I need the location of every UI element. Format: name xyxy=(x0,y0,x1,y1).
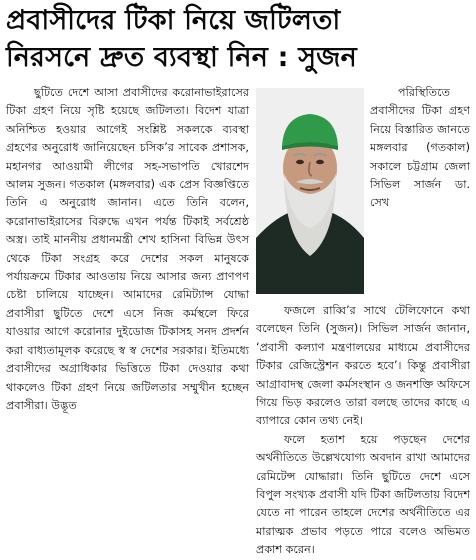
article-paragraph: পরিস্থিতিতে প্রবাসীদের টিকা গ্রহণ নিয়ে বিস্তারিত জানতে মঙ্গলবার (গতকাল) সকালে চট্টগ্রাম জেলা সিভিল সার্জন ডা. সেখ xyxy=(370,86,470,210)
portrait-photo xyxy=(256,88,364,294)
article-column-left xyxy=(6,84,249,415)
portrait-illustration xyxy=(256,88,364,294)
headline-line-2: নিরসনে দ্রুত ব্যবস্থা নিন : সুজন xyxy=(6,42,357,73)
article-paragraph: ফজলে রাব্বি’র সাথে টেলিফোনে কথা বলেছেন তিনি (সুজন)। সিভিল সার্জন জানান, ‘প্রবাসী কল্যাণ মন্ত্রণালয়ের মাধ্যমে প্রবাসীদের টিকার রেজিস্ট্রেশন করতে হবে’। কিন্তু প্রবাসীরা আগ্রাবাদস্থ জেলা কর্মসংস্থান ও জনশক্তি অফিসে গিয়ে ভিড় করলেও তারা বলছে তাদের কাছে এ ব্যাপারে কোন তথ্য নেই। xyxy=(256,304,470,428)
article-column-right xyxy=(370,84,470,213)
article-paragraph: ফলে হতাশ হয়ে পড়ছেন দেশের অর্থনীতিতে উল্লেখযোগ্য অবদান রাখা আমাদের রেমিটেন্স যোদ্ধারা। তিনি ছুটিতে দেশে এসে বিপুল সংখ্যক প্রবাসী যদি টিকা জটিলতায় বিদেশ যেতে না পারেন তাহলে দেশের অর্থনীতিতে এর মারাত্মক প্রভাব পড়তে পারে বলেও অভিমত প্রকাশ করেন। xyxy=(256,432,470,557)
article-column-bottom xyxy=(256,302,470,560)
headline xyxy=(6,2,470,76)
article-paragraph: ছুটিতে দেশে আসা প্রবাসীদের করোনাভাইরাসের টিকা গ্রহণ নিয়ে সৃষ্টি হয়েছে জটিলতা। বিদেশ যাত্রা অনিশ্চিত হওয়ার আগেই সংশ্লিষ্ট সকলকে ব্যবস্থা গ্রহণের অনুরোধ জানিয়েছেন চসিক’র সাবেক প্রশাসক, মহানগর আওয়ামী লীগের সহ-সভাপতি খোরশেদ আলম সুজন। গতকাল (মঙ্গলবার) এক প্রেস বিজ্ঞপ্তিতে তিনি এ অনুরোধ জানান। এতে তিনি বলেন, করোনাভাইরাসের বিরুদ্ধে এখন পর্যন্ত টিকাই সর্বশ্রেষ্ঠ অস্ত্র। তাই মাননীয় প্রধানমন্ত্রী শেখ হাসিনা বিভিন্ন উৎস থেকে টিকা সংগ্রহ করে দেশের সকল মানুষকে পর্যায়ক্রমে টিকার আওতায় নিয়ে আসার জন্য প্রাণপণ চেষ্টা চালিয়ে যাচ্ছেন। আমাদের রেমিট্যান্স যোদ্ধা প্রবাসীরা ছুটিতে দেশে এসে নিজ কর্মস্থলে ফিরে যাওয়ার আগে করোনার দুইডোজ টিকাসহ সনদ প্রদর্শন করা বাধ্যতামূলক করেছে স্ব স্ব দেশের সরকার। ইতিমধ্যে প্রবাসীদের অগ্রাধিকার ভিত্তিতে টিকা দেওয়ার কথা থাকলেও টিকা গ্রহণ নিয়ে জটিলতার সম্মুখীন হচ্ছেন প্রবাসীরা। উদ্ভূত xyxy=(6,86,249,412)
headline-line-1: প্রবাসীদের টিকা নিয়ে জটিলতা xyxy=(6,5,341,36)
